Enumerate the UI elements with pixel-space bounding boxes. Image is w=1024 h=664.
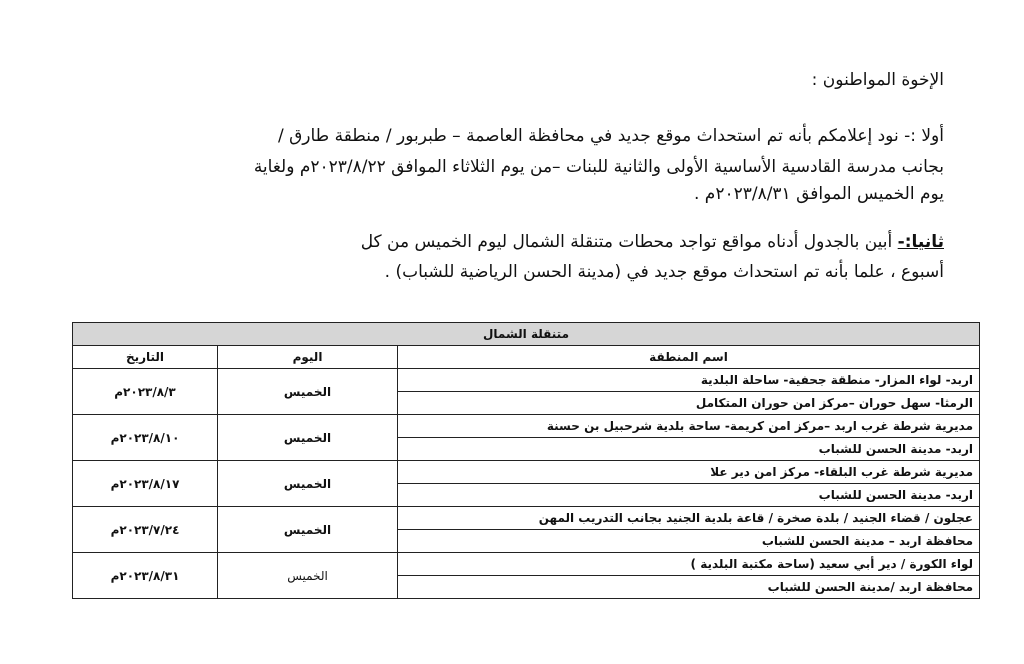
area-cell: مديرية شرطة غرب اربد –مركز امن كريمة- ساحة بلدية شرحبيل بن حسنة [398, 415, 980, 438]
date-cell: ٢٠٢٣/٧/٢٤م [73, 507, 218, 553]
table-row [73, 369, 980, 392]
date-cell: ٢٠٢٣/٨/١٧م [73, 461, 218, 507]
header-day: اليوم [218, 346, 398, 369]
table-row [73, 461, 980, 484]
table-title: متنقلة الشمال [73, 323, 980, 346]
area-cell: محافظة اربد /مدينة الحسن للشباب [398, 576, 980, 599]
table-row [73, 553, 980, 576]
area-cell: الرمثا- سهل حوران –مركز امن حوران المتكامل [398, 392, 980, 415]
day-cell: الخميس [218, 461, 398, 507]
day-cell: الخميس [218, 553, 398, 599]
paragraph-one-line-2: بجانب مدرسة القادسية الأساسية الأولى والثانية للبنات –من يوم الثلاثاء الموافق ٢٠٢٣/٨/٢٢م ولغاية [253, 157, 944, 177]
area-cell: اربد- مدينة الحسن للشباب [398, 484, 980, 507]
area-cell: اربد- مدينة الحسن للشباب [398, 438, 980, 461]
date-cell: ٢٠٢٣/٨/٣م [73, 369, 218, 415]
paragraph-two-text: أبين بالجدول أدناه مواقع تواجد محطات متنقلة الشمال ليوم الخميس من كل [360, 232, 898, 252]
area-cell: لواء الكورة / دير أبي سعيد (ساحة مكتبة البلدية ) [398, 553, 980, 576]
table-header-row [73, 346, 980, 369]
header-area: اسم المنطقة [398, 346, 980, 369]
table-title-row [73, 323, 980, 346]
paragraph-one-line-1: أولا :- نود إعلامكم بأنه تم استحداث موقع جديد في محافظة العاصمة – طبربور / منطقة طارق / [277, 126, 944, 146]
greeting: الإخوة المواطنون : [811, 70, 944, 90]
day-cell: الخميس [218, 415, 398, 461]
paragraph-two-line-1 [361, 230, 944, 254]
day-cell: الخميس [218, 369, 398, 415]
area-cell: عجلون / قضاء الجنيد / بلدة صخرة / قاعة بلدية الجنيد بجانب التدريب المهن [398, 507, 980, 530]
paragraph-two-label: ثانيا:- [897, 232, 944, 252]
table-row [73, 507, 980, 530]
area-cell: اربد- لواء المزار- منطقة جحفية- ساحلة البلدية [398, 369, 980, 392]
paragraph-two-line-2: أسبوع ، علما بأنه تم استحداث موقع جديد في (مدينة الحسن الرياضية للشباب) . [384, 262, 944, 282]
north-mobile-schedule-table [72, 322, 980, 599]
area-cell: مديرية شرطة غرب البلقاء- مركز امن دير علا [398, 461, 980, 484]
table-row [73, 415, 980, 438]
area-cell: محافظة اربد – مدينة الحسن للشباب [398, 530, 980, 553]
date-cell: ٢٠٢٣/٨/٣١م [73, 553, 218, 599]
day-cell: الخميس [218, 507, 398, 553]
date-cell: ٢٠٢٣/٨/١٠م [73, 415, 218, 461]
paragraph-one-line-3: يوم الخميس الموافق ٢٠٢٣/٨/٣١م . [693, 184, 944, 204]
header-date: التاريخ [73, 346, 218, 369]
